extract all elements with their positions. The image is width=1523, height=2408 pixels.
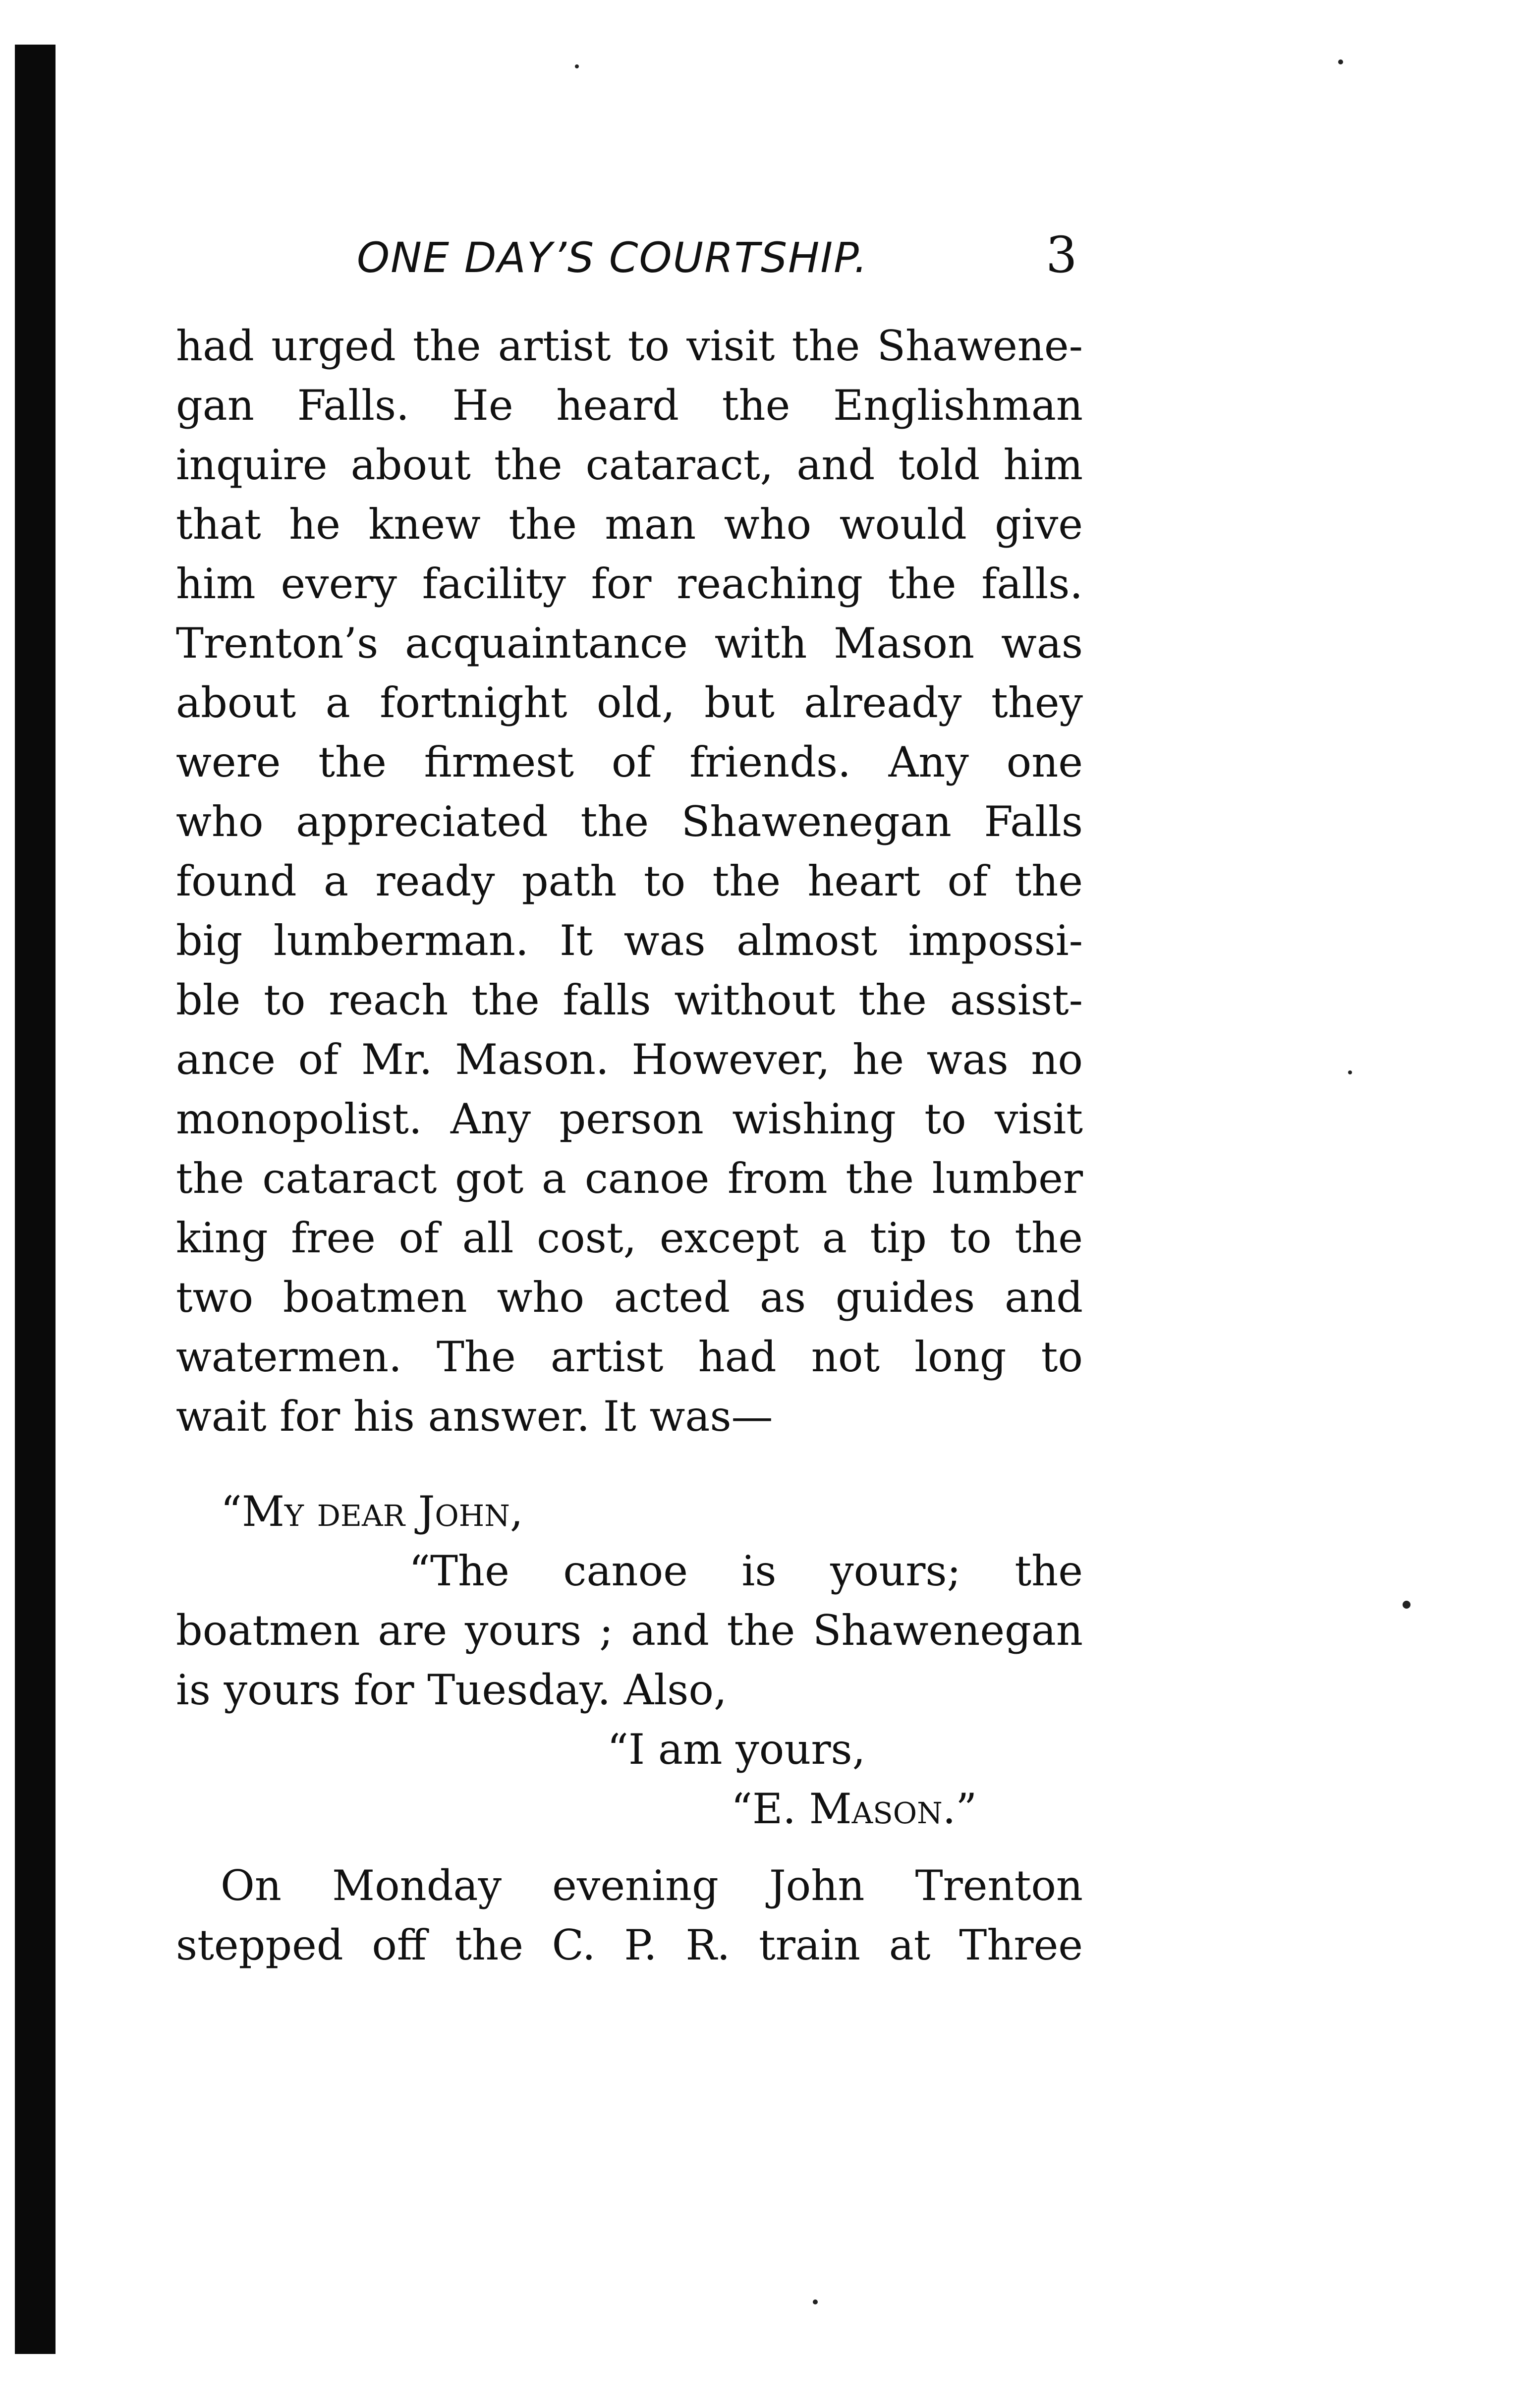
text-line: monopolist. Any person wishing to visit (176, 1095, 1083, 1143)
text-line: Trenton’s acquaintance with Mason was (176, 619, 1083, 668)
text-line: who appreciated the Shawenegan Falls (176, 797, 1083, 846)
text-line: found a ready path to the heart of the (176, 857, 1083, 905)
print-speck (813, 2299, 818, 2304)
letter-line: boatmen are yours ; and the Shawenegan (176, 1606, 1083, 1655)
text-line: were the firmest of friends. Any one (176, 738, 1083, 786)
text-line: about a fortnight old, but already they (176, 678, 1083, 727)
letter-line: is yours for Tuesday. Also, (176, 1666, 727, 1714)
letter-line: “The canoe is yours; the (409, 1547, 1083, 1595)
text-line: ance of Mr. Mason. However, he was no (176, 1035, 1083, 1084)
text-line: wait for his answer. It was— (176, 1392, 773, 1441)
print-speck (1338, 59, 1343, 64)
text-line: ble to reach the falls without the assist- (176, 976, 1083, 1024)
print-speck (575, 64, 579, 68)
quoted-letter (176, 1482, 1083, 1839)
text-line: On Monday evening John Trenton (221, 1861, 1083, 1910)
body-paragraph (176, 316, 1083, 1446)
letter-salutation: “My dear John, (221, 1487, 523, 1536)
page-number: 3 (1046, 226, 1077, 284)
text-line: had urged the artist to visit the Shawene- (176, 322, 1083, 370)
text-line: him every facility for reaching the falls. (176, 560, 1083, 608)
running-title: ONE DAY’S COURTSHIP. (357, 233, 868, 282)
text-line: inquire about the cataract, and told him (176, 441, 1083, 489)
letter-signature: “E. Mason.” (731, 1785, 977, 1833)
print-speck (1403, 1601, 1410, 1609)
text-line: big lumberman. It was almost impossi- (176, 916, 1083, 965)
text-line: gan Falls. He heard the Englishman (176, 381, 1083, 430)
text-line: that he knew the man who would give (176, 500, 1083, 549)
body-paragraph (176, 1856, 1083, 1975)
text-line: stepped off the C. P. R. train at Three (176, 1921, 1083, 1969)
text-line: two boatmen who acted as guides and (176, 1273, 1083, 1322)
text-line: king free of all cost, except a tip to the (176, 1214, 1083, 1262)
print-speck (1348, 1070, 1352, 1074)
page-header (0, 223, 1523, 292)
text-line: watermen. The artist had not long to (176, 1333, 1083, 1381)
text-line: the cataract got a canoe from the lumber (176, 1154, 1083, 1203)
letter-closing: “I am yours, (607, 1725, 866, 1774)
book-spine-shadow (15, 45, 56, 2354)
